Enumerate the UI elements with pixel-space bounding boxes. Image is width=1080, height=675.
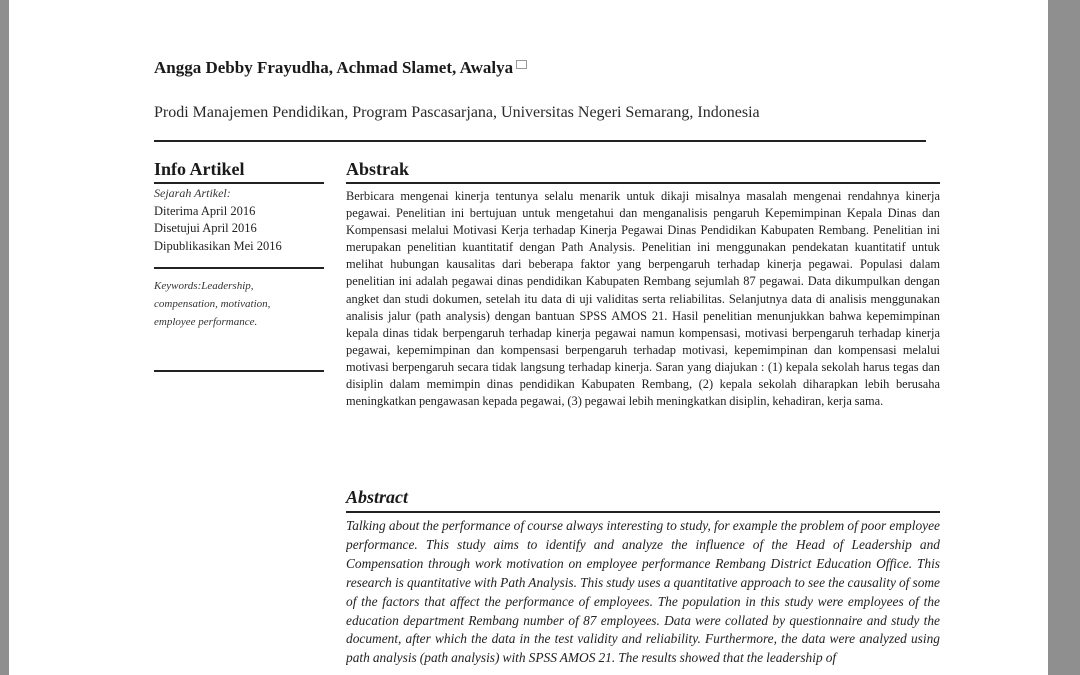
abstrak-body: Berbicara mengenai kinerja tentunya selalu menarik untuk dikaji misalnya masalah mengenai rendahnya kinerja pegawai. Penelitian ini bertujuan untuk mengetahui dan menganalisis pengaruh Kepemimpinan Kepala Dinas dan Kompensasi melalui Motivasi Kerja terhadap Kinerja Pegawai Dinas Pendidikan Kabupaten Rembang. Penelitian ini merupakan penelitian kuantitatif dengan Path Analysis. Penelitian ini menggunakan pendekatan kuantitatif untuk melihat hubungan kausalitas dari beberapa faktor yang berpengaruh terhadap kinerja pegawai. Populasi dalam penelitian ini adalah pegawai dinas pendidikan Kabupaten Rembang sejumlah 87 pegawai. Data dikumpulkan dengan angket dan studi dokumen, setelah itu data di uji validitas serta reliabilitas. Selanjutnya data di analisis menggunakan analisis jalur (path analysis) dengan bantuan SPSS AMOS 21. Hasil penelitian menunjukkan bahwa kepemimpinan kepala dinas tidak berpengaruh terhadap kinerja pegawai namun kompensasi, motivasi berpengaruh terhadap kinerja pegawai, kepemimpinan dan kompensasi berpengaruh terhadap motivasi, kepemimpinan dan kompensasi melalui motivasi berpengaruh secara tidak langsung terhadap kinerja. Saran yang diajukan : (1) kepala sekolah harus tegas dan disiplin dalam memimpin dinas pendidikan Kabupaten Rembang, (2) kepala sekolah diharapkan lebih berusaha meningkatkan pengawasan kepada pegawai, (3) pegawai lebih meningkatkan disiplin, kehadiran, kerja sama. bbox=[346, 189, 940, 409]
abstract-body: Talking about the performance of course always interesting to study, for example the problem of poor employee performance. This study aims to identify and analyze the influence of the Head of Leadership and Compensation through work motivation on employee performance Rembang District Education Office. This research is quantitative with Path Analysis. This study uses a quantitative approach to see the causality of some of the factors that affect the performance of employees. The population in this study were employees of the education department Rembang number of 87 employees. Data were collated by questionnaire and study the document, after which the data in the test validity and reliability. Furthermore, the data were analyzed using path analysis (path analysis) with SPSS AMOS 21. The results showed that the leadership of bbox=[346, 518, 940, 666]
authors-text: Angga Debby Frayudha, Achmad Slamet, Awalya bbox=[154, 58, 514, 77]
published-date: Dipublikasikan Mei 2016 bbox=[154, 239, 282, 253]
header-divider bbox=[154, 140, 926, 142]
author-line bbox=[154, 58, 527, 78]
keywords: Keywords:Leadership, compensation, motivation, employee performance. bbox=[154, 280, 271, 328]
history-label: Sejarah Artikel: bbox=[154, 186, 231, 200]
email-icon bbox=[516, 60, 527, 69]
viewer-left-border bbox=[0, 0, 9, 675]
abstract-divider bbox=[346, 511, 940, 513]
accepted-date: Disetujui April 2016 bbox=[154, 221, 257, 235]
received-date: Diterima April 2016 bbox=[154, 204, 256, 218]
info-divider-middle bbox=[154, 267, 324, 269]
affiliation: Prodi Manajemen Pendidikan, Program Pascasarjana, Universitas Negeri Semarang, Indonesia bbox=[154, 104, 760, 121]
info-divider-top bbox=[154, 182, 324, 184]
abstrak-divider bbox=[346, 182, 940, 184]
info-divider-bottom bbox=[154, 370, 324, 372]
abstrak-heading: Abstrak bbox=[346, 159, 410, 179]
viewer-right-border bbox=[1048, 0, 1080, 675]
abstract-heading: Abstract bbox=[346, 487, 409, 507]
info-artikel-heading: Info Artikel bbox=[154, 159, 245, 179]
